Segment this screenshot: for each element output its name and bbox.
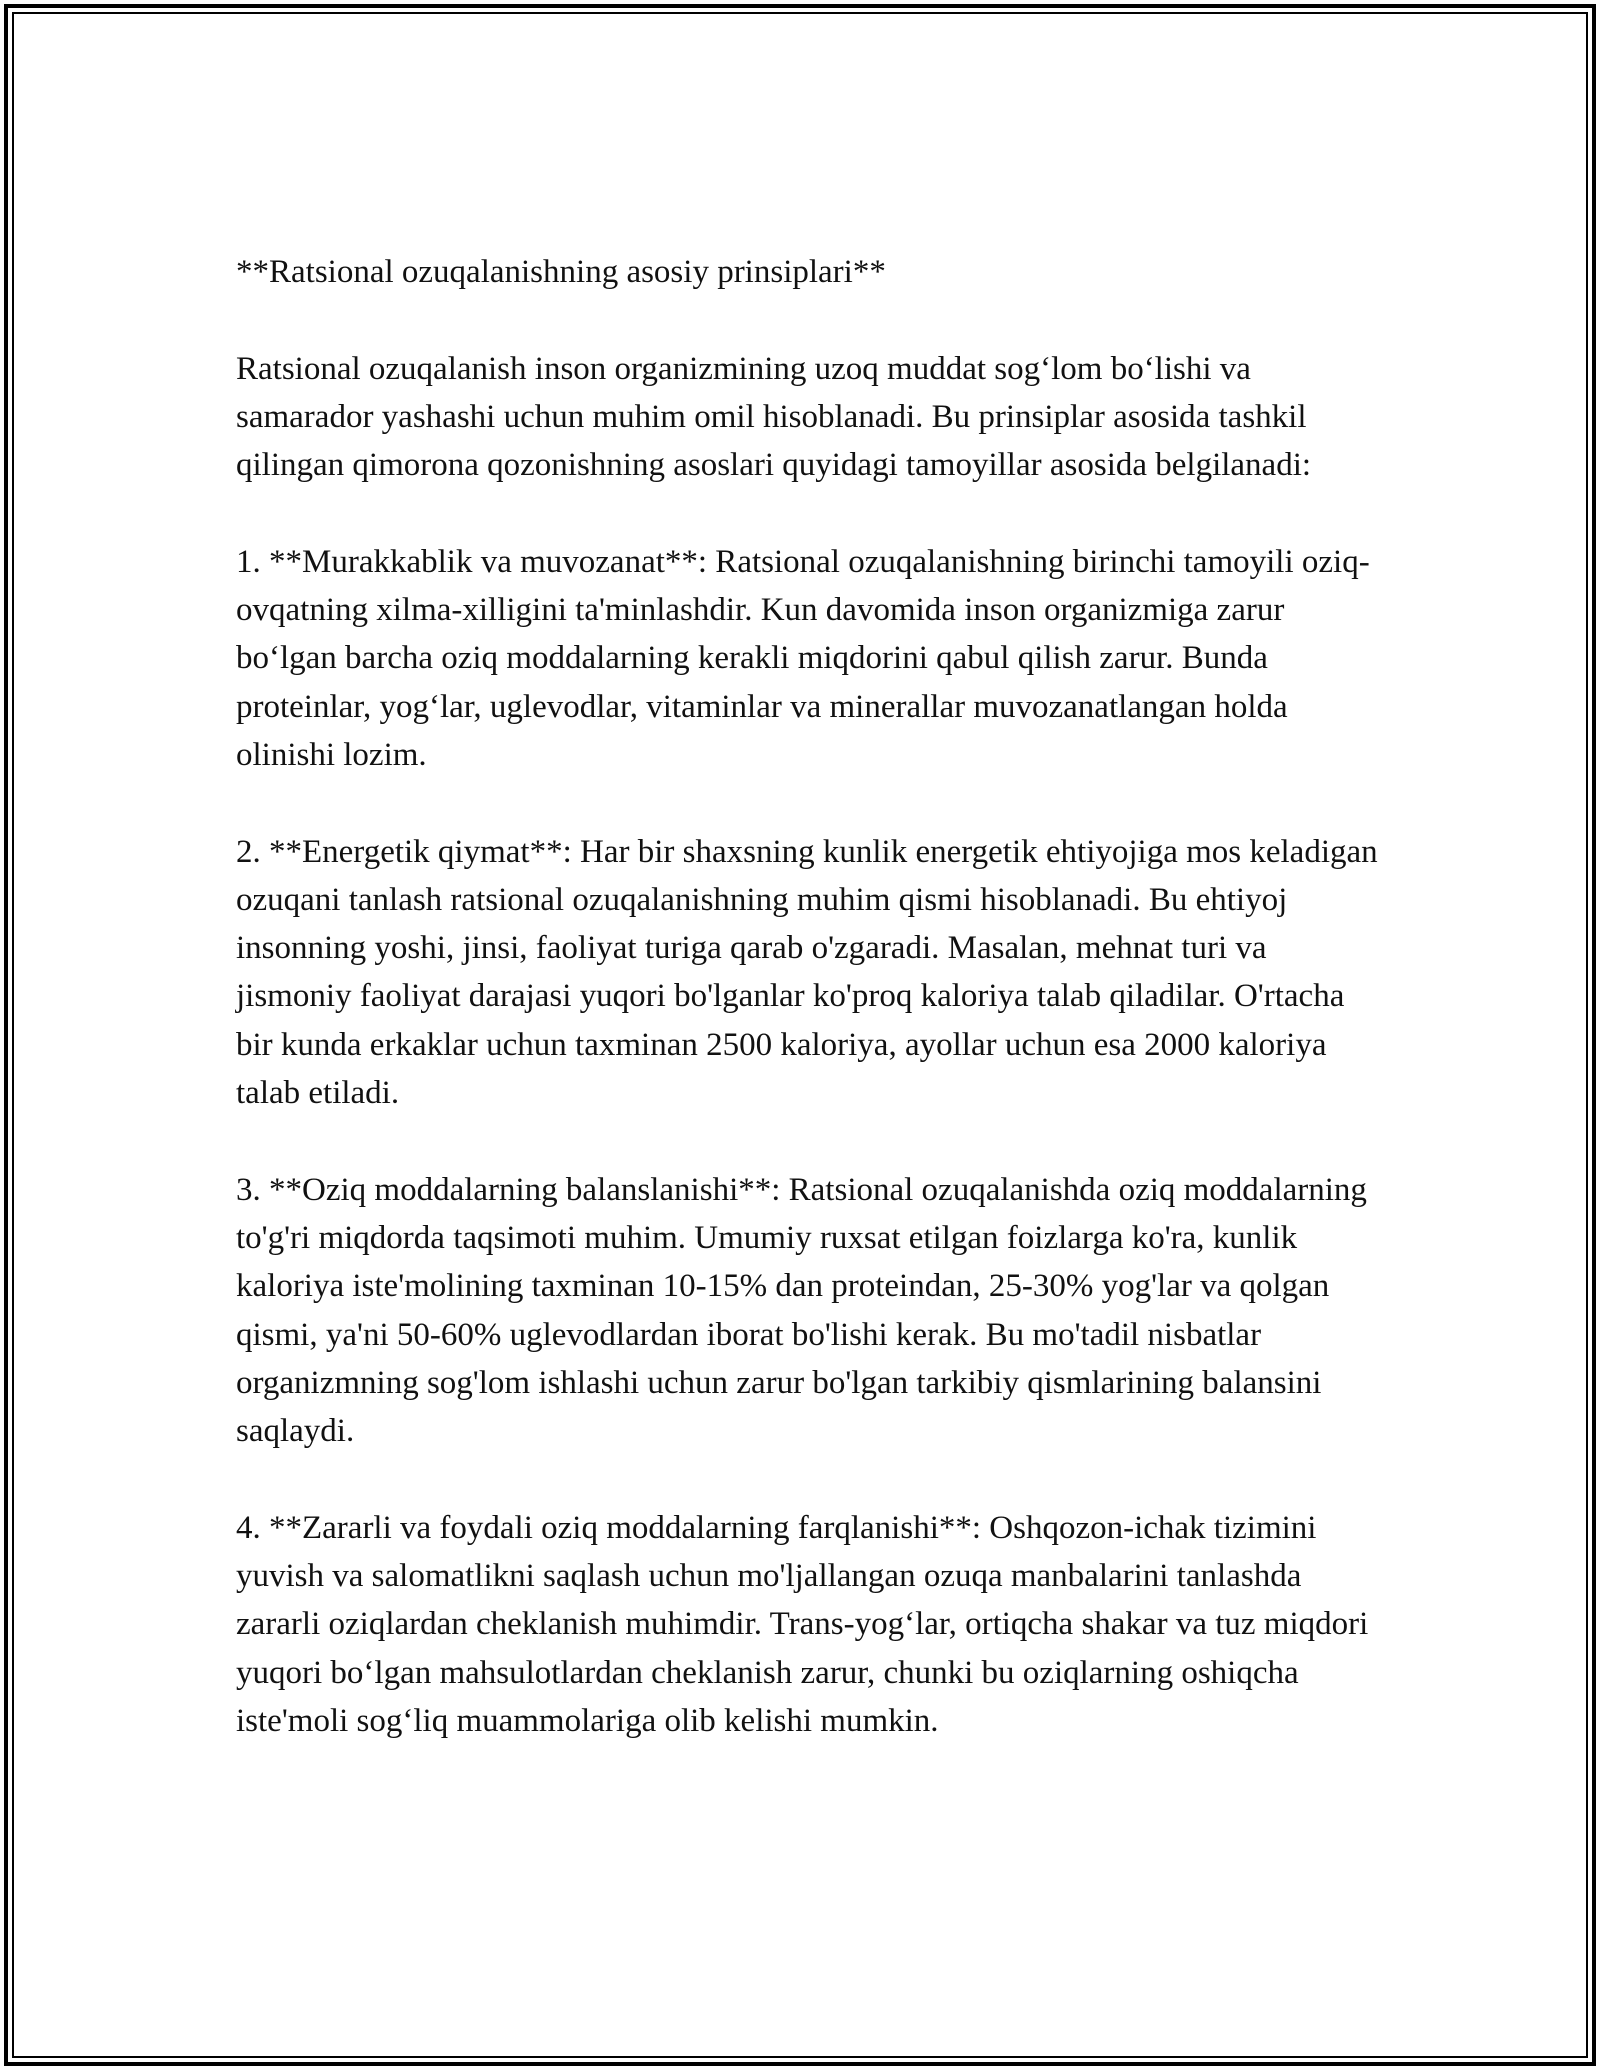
principle-paragraph-1: 1. **Murakkablik va muvozanat**: Ratsional ozuqalanishning birinchi tamoyili oziq-ovqatning xilma-xilligini ta'minlashdir. Kun davomida inson organizmiga zarur bo‘lgan barcha oziq moddalarning kerakli miqdorini qabul qilish zarur. Bunda proteinlar, yog‘lar, uglevodlar, vitaminlar va minerallar muvozanatlangan holda olinishi lozim. bbox=[236, 543, 1370, 773]
document-body bbox=[236, 248, 1386, 1745]
document-title: **Ratsional ozuqalanishning asosiy prinsiplari** bbox=[236, 254, 886, 290]
principle-paragraph-4: 4. **Zararli va foydali oziq moddalarning farqlanishi**: Oshqozon-ichak tizimini yuvish va salomatlikni saqlash uchun mo'ljallangan ozuqa manbalarini tanlashda zararli oziqlardan cheklanish muhimdir. Trans-yog‘lar, ortiqcha shakar va tuz miqdori yuqori bo‘lgan mahsulotlardan cheklanish zarur, chunki bu oziqlarning oshiqcha iste'moli sog‘liq muammolariga olib kelishi mumkin. bbox=[236, 1509, 1369, 1739]
intro-paragraph: Ratsional ozuqalanish inson organizmining uzoq muddat sog‘lom bo‘lishi va samarador yashashi uchun muhim omil hisoblanadi. Bu prinsiplar asosida tashkil qilingan qimorona qozonishning asoslari quyidagi tamoyillar asosida belgilanadi: bbox=[236, 350, 1312, 484]
principle-paragraph-2: 2. **Energetik qiymat**: Har bir shaxsning kunlik energetik ehtiyojiga mos keladigan ozuqani tanlash ratsional ozuqalanishning muhim qismi hisoblanadi. Bu ehtiyoj insonning yoshi, jinsi, faoliyat turiga qarab o'zgaradi. Masalan, mehnat turi va jismoniy faoliyat darajasi yuqori bo'lganlar ko'proq kaloriya talab qiladilar. O'rtacha bir kunda erkaklar uchun taxminan 2500 kaloriya, ayollar uchun esa 2000 kaloriya talab etiladi. bbox=[236, 833, 1378, 1112]
principle-paragraph-3: 3. **Oziq moddalarning balanslanishi**: Ratsional ozuqalanishda oziq moddalarning to'g'ri miqdorda taqsimoti muhim. Umumiy ruxsat etilgan foizlarga ko'ra, kunlik kaloriya iste'molining taxminan 10-15% dan proteindan, 25-30% yog'lar va qolgan qismi, ya'ni 50-60% uglevodlardan iborat bo'lishi kerak. Bu mo'tadil nisbatlar organizmning sog'lom ishlashi uchun zarur bo'lgan tarkibiy qismlarining balansini saqlaydi. bbox=[236, 1171, 1367, 1450]
